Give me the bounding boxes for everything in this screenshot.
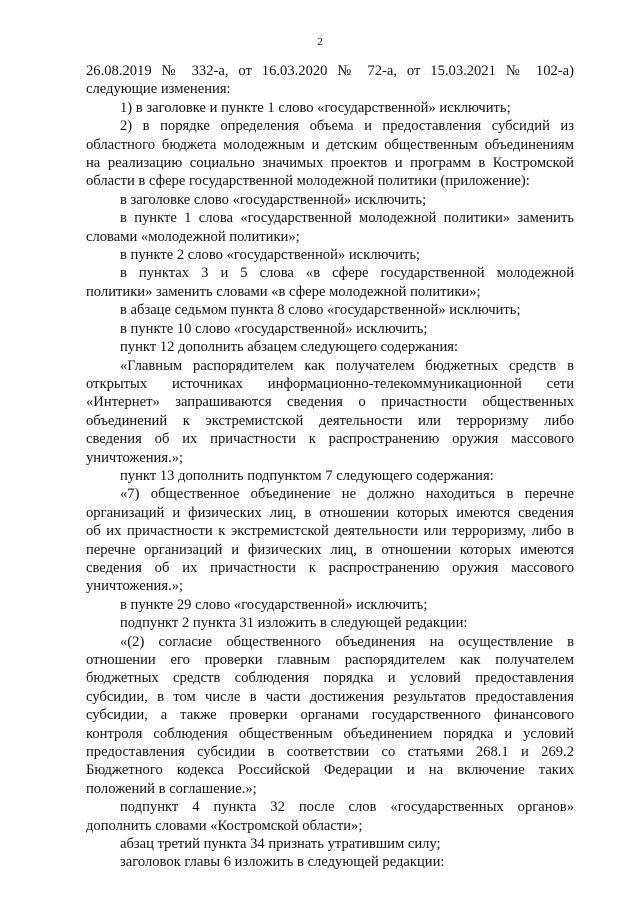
- document-line: предоставления субсидии в соответствии со статьями 268.1 и 269.2: [86, 744, 574, 761]
- document-line: 1) в заголовке и пункте 1 слово «государственной» исключить;: [120, 99, 511, 116]
- document-line: подпункт 2 пункта 31 изложить в следующей редакции:: [120, 615, 468, 632]
- document-line: 26.08.2019 № 332-а, от 16.03.2020 № 72-а, от 15.03.2021 № 102-а): [86, 63, 574, 79]
- document-line: уничтожения.»;: [86, 578, 184, 595]
- document-line: отношении его проверки главным распорядителем как получателем: [86, 652, 574, 668]
- document-line: в пункте 2 слово «государственной» исключить;: [120, 247, 421, 264]
- document-line: об их причастности к экстремистской деятельности или терроризму, либо в: [86, 523, 574, 540]
- document-line: абзац третий пункта 34 признать утратившим силу;: [120, 836, 441, 853]
- document-line: «Интернет» запрашиваются сведения о причастности общественных: [86, 394, 574, 411]
- document-line: в пункте 1 слова «государственной молодежной политики» заменить: [120, 210, 574, 227]
- document-line: уничтожения.»;: [86, 449, 184, 466]
- document-line: «7) общественное объединение не должно находиться в перечне: [120, 486, 574, 503]
- document-line: пункт 12 дополнить абзацем следующего содержания:: [120, 339, 459, 356]
- document-line: дополнить словами «Костромской области»;: [86, 817, 363, 834]
- document-line: пункт 13 дополнить подпунктом 7 следующего содержания:: [120, 467, 494, 484]
- document-line: сведения об их причастности к распространению оружия массового: [86, 559, 574, 576]
- document-line: области в сфере государственной молодежной политики (приложение):: [86, 173, 530, 190]
- document-line: субсидии, в том числе в части достижения результатов предоставления: [86, 688, 574, 705]
- document-line: открытых источниках информационно-телекоммуникационной сети: [86, 375, 574, 392]
- document-line: следующие изменения:: [86, 81, 231, 98]
- document-line: субсидии, а также проверки органами государственного финансового: [86, 707, 574, 724]
- document-line: «(2) согласие общественного объединения на осуществление в: [120, 633, 574, 650]
- document-line: «Главным распорядителем как получателем бюджетных средств в: [120, 357, 574, 374]
- document-line: сведения об их причастности к распространению оружия массового: [86, 431, 574, 448]
- document-line: положений в соглашение.»;: [86, 780, 257, 797]
- document-line: бюджетных средств соблюдения порядка и условий предоставления: [86, 670, 574, 687]
- document-line: в пункте 29 слово «государственной» исключить;: [120, 596, 428, 613]
- document-line: 2) в порядке определения объема и предоставления субсидий из: [120, 118, 574, 135]
- document-line: заголовок главы 6 изложить в следующей редакции:: [120, 854, 445, 871]
- document-line: перечне организаций и физических лиц, в отношении которых имеются: [86, 541, 574, 558]
- document-line: Бюджетного кодекса Российской Федерации и на включение таких: [86, 762, 574, 779]
- document-line: организаций и физических лиц, в отношении которых имеются сведения: [86, 504, 574, 521]
- document-line: объединений к экстремистской деятельности или терроризму либо: [86, 412, 574, 429]
- document-line: в пункте 10 слово «государственной» исключить;: [120, 320, 428, 337]
- document-line: в заголовке слово «государственной» исключить;: [120, 191, 427, 208]
- page-number: 2: [317, 36, 323, 48]
- document-line: в пунктах 3 и 5 слова «в сфере государственной молодежной: [120, 265, 574, 282]
- document-body: [86, 62, 574, 872]
- document-line: контроля соблюдения общественным объединением порядка и условий: [86, 725, 574, 742]
- document-line: в абзаце седьмом пункта 8 слово «государственной» исключить;: [120, 302, 521, 319]
- document-line: политики» заменить словами «в сфере молодежной политики»;: [86, 283, 481, 300]
- document-line: словами «молодежной политики»;: [86, 228, 300, 245]
- document-line: областного бюджета молодежным и детским общественным объединениям: [86, 136, 574, 153]
- document-line: на реализацию социально значимых проектов и программ в Костромской: [86, 155, 574, 172]
- document-line: подпункт 4 пункта 32 после слов «государственных органов»: [120, 799, 574, 816]
